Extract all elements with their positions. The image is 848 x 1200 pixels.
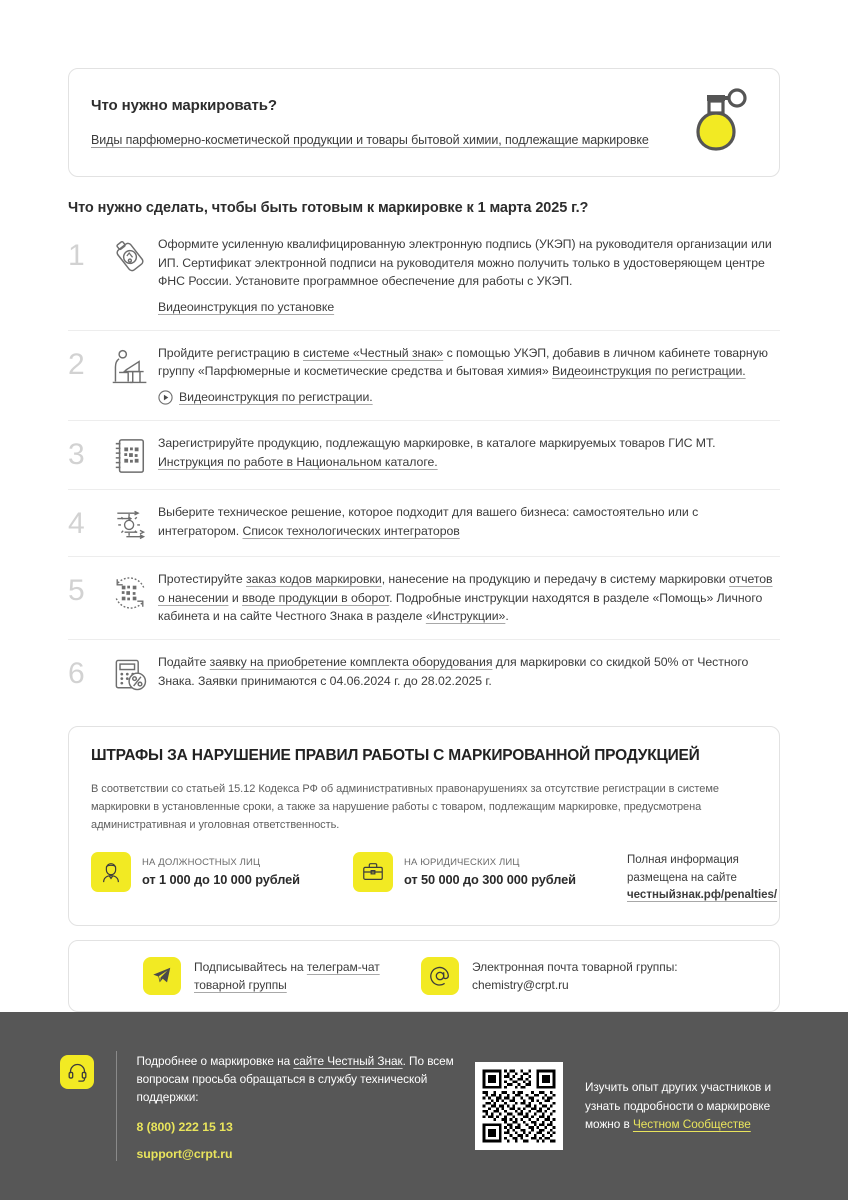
fine-officials xyxy=(91,852,353,892)
footer-divider xyxy=(116,1051,117,1161)
step-text xyxy=(158,653,780,690)
step-number: 3 xyxy=(68,437,85,471)
contacts-card xyxy=(68,940,780,1012)
step-item xyxy=(68,331,780,421)
step-item xyxy=(68,640,780,708)
what-to-mark-card xyxy=(68,68,780,177)
fine-legal-text xyxy=(404,857,576,887)
step-text-part: Протестируйте xyxy=(158,571,246,586)
step-text-part: Зарегистрируйте продукцию, подлежащую маркировке, в каталоге маркируемых товаров ГИС МТ. xyxy=(158,435,716,450)
person-at-desk-icon xyxy=(102,344,158,388)
step-item xyxy=(68,557,780,640)
penalties-description: В соответствии со статьей 15.12 Кодекса РФ об административных правонарушениях за отсутствие регистрации в системе маркировки в установленные сроки, а также за нарушение работы с товаром, подлежащим маркировке, предусмотрена административная и уголовная ответственность. xyxy=(91,782,719,831)
penalties-card xyxy=(68,726,780,926)
step-number: 1 xyxy=(68,239,85,272)
install-video-link[interactable]: Видеоинструкция по установке xyxy=(158,300,335,315)
step-text-part: . xyxy=(505,609,509,624)
step-text-part: Подайте xyxy=(158,654,210,669)
qr-code-icon[interactable] xyxy=(475,1062,563,1150)
fine-label: НА ЮРИДИЧЕСКИХ ЛИЦ xyxy=(404,857,520,869)
telegram-text-before: Подписывайтесь на xyxy=(194,959,307,974)
community-text-before: Изучить опыт других участников и узнать подробности о маркировке можно в xyxy=(585,1080,772,1131)
support-email[interactable]: support@crpt.ru xyxy=(136,1146,233,1161)
penalties-info-text: Полная информация размещена на сайте xyxy=(627,854,739,884)
honest-sign-site-link[interactable]: сайте Честный Знак xyxy=(293,1053,403,1068)
product-circulation-link[interactable]: вводе продукции в оборот xyxy=(242,590,390,605)
step-number: 5 xyxy=(68,573,85,607)
penalties-row xyxy=(91,852,778,904)
qr-cycle-icon xyxy=(102,570,158,614)
gear-process-icon xyxy=(102,503,158,543)
penalties-site-link[interactable]: честныйзнак.рф/penalties/ xyxy=(627,889,778,902)
telegram-chat-link[interactable]: телеграм-чат товарной группы xyxy=(194,959,380,992)
step-paragraph: Оформите усиленную квалифицированную электронную подпись (УКЭП) на руководителя организации или ИП. Сертификат электронной подписи на руководителя можно получить только в удостоверяющем центре ФНС России. Установите программное обеспечение для работы с УКЭП. xyxy=(158,237,772,289)
footer-text-after: . По всем вопросам просьба обращаться в службу технической поддержки: xyxy=(136,1053,454,1104)
step-text xyxy=(158,344,780,407)
step-text xyxy=(158,570,780,626)
fine-amount: от 1 000 до 10 000 рублей xyxy=(142,872,300,888)
telegram-icon[interactable] xyxy=(143,957,181,995)
step-text-part: и xyxy=(228,590,243,605)
at-sign-icon xyxy=(421,957,459,995)
step-text xyxy=(158,434,780,471)
fine-amount: от 50 000 до 300 000 рублей xyxy=(404,872,576,888)
footer-support-text xyxy=(137,1053,476,1107)
penalties-title: ШТРАФЫ ЗА НАРУШЕНИЕ ПРАВИЛ РАБОТЫ С МАРКИРОВАННОЙ ПРОДУКЦИЕЙ xyxy=(91,746,700,764)
product-types-link[interactable]: Виды парфюмерно-косметической продукции и товары бытовой химии, подлежащие маркировке xyxy=(91,132,649,147)
what-to-mark-text xyxy=(91,97,685,149)
registration-video-sub-link[interactable]: Видеоинструкция по регистрации. xyxy=(179,390,373,405)
footer-text-before: Подробнее о маркировке на xyxy=(136,1053,294,1068)
steps-section-heading: Что нужно сделать, чтобы быть готовым к маркировке к 1 марта 2025 г.? xyxy=(68,200,589,216)
footer-community-block xyxy=(475,1062,788,1150)
step-text-part: для маркировки со скидкой 50% от Честного Знака. Заявки принимаются с 04.06.2024 г. до 28.02.2025 г. xyxy=(158,654,749,688)
email-label: Электронная почта товарной группы: xyxy=(472,959,678,974)
step-number: 6 xyxy=(68,656,85,690)
step-number: 4 xyxy=(68,506,85,540)
headset-support-icon xyxy=(60,1055,94,1089)
honest-sign-system-link[interactable]: системе «Честный знак» xyxy=(303,345,444,360)
integrators-list-link[interactable]: Список технологических интеграторов xyxy=(242,523,460,538)
penalties-info xyxy=(621,852,777,904)
email-value[interactable]: chemistry@crpt.ru xyxy=(472,977,569,992)
step-text-part: Пройдите регистрацию в xyxy=(158,345,304,360)
play-icon[interactable] xyxy=(158,390,173,405)
step-text-part: с помощью УКЭП, добавив в личном кабинете товарную группу «Парфюмерные и косметические средства и бытовая химия» xyxy=(158,345,768,379)
fine-legal-entities xyxy=(353,852,621,892)
email-contact xyxy=(421,957,757,995)
step-item xyxy=(68,421,780,490)
briefcase-icon xyxy=(353,852,393,892)
catalog-qr-book-icon xyxy=(102,434,158,476)
step-item xyxy=(68,222,780,331)
fine-officials-text xyxy=(142,857,300,887)
step-number: 2 xyxy=(68,347,85,381)
official-person-icon xyxy=(91,852,131,892)
step-text-part: . Подробные инструкции находятся в разделе «Помощь» Личного кабинета и на сайте Честного Знака в разделе xyxy=(158,590,763,624)
step-text-part: Выберите техническое решение, которое подходит для вашего бизнеса: самостоятельно или с интегратором. xyxy=(158,504,699,538)
perfume-bottle-icon xyxy=(685,87,747,158)
instructions-link[interactable]: «Инструкции» xyxy=(425,609,506,624)
page-footer xyxy=(0,1012,848,1200)
email-text xyxy=(472,958,678,994)
support-phone[interactable]: 8 (800) 222 15 13 xyxy=(136,1119,233,1134)
national-catalog-link[interactable]: Инструкция по работе в Национальном каталоге. xyxy=(158,454,438,469)
honest-community-link[interactable]: Честном Сообществе xyxy=(632,1117,751,1131)
step-text-part: , нанесение на продукцию и передачу в систему маркировки xyxy=(381,571,729,586)
what-to-mark-title: Что нужно маркировать? xyxy=(91,96,277,114)
step-text xyxy=(158,503,780,540)
usb-token-icon xyxy=(102,235,158,277)
step-sub-line xyxy=(158,298,776,317)
footer-support-block xyxy=(60,1051,475,1161)
telegram-contact xyxy=(91,957,421,995)
step-sub-line xyxy=(158,388,776,407)
step-text xyxy=(158,235,780,317)
community-text xyxy=(585,1078,788,1133)
calculator-percent-icon xyxy=(102,653,158,695)
step-item xyxy=(68,490,780,557)
application-reports-link[interactable]: отчетов о нанесении xyxy=(158,571,773,605)
footer-text-block xyxy=(137,1051,476,1161)
equipment-application-link[interactable]: заявку на приобретение комплекта оборудования xyxy=(209,654,493,669)
registration-video-link[interactable]: Видеоинструкция по регистрации. xyxy=(552,364,746,379)
telegram-text xyxy=(194,958,421,994)
order-codes-link[interactable]: заказ кодов маркировки xyxy=(246,571,382,586)
fine-label: НА ДОЛЖНОСТНЫХ ЛИЦ xyxy=(142,857,261,869)
steps-list xyxy=(68,222,780,708)
